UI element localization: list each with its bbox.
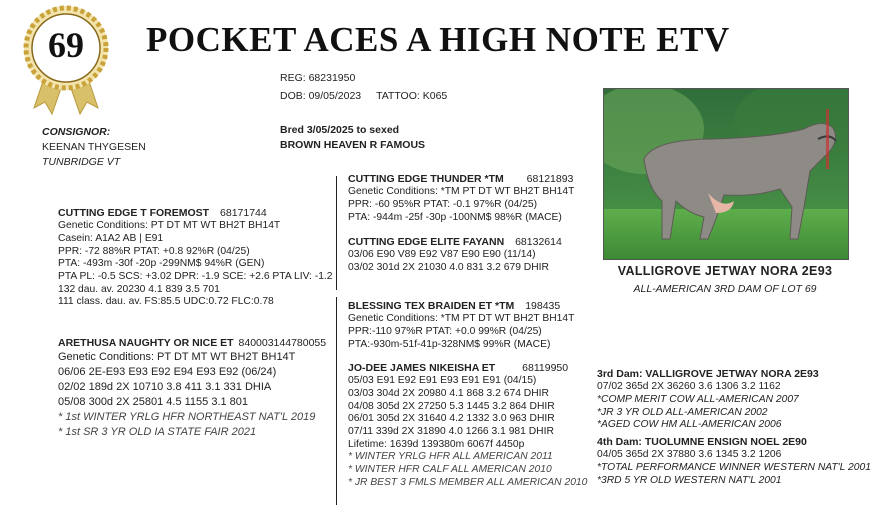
dam-line: 06/06 2E-E93 E93 E92 E94 E93 E92 (06/24): [58, 366, 277, 379]
dam-block: [58, 337, 326, 440]
sire-line: 111 class. dau. av. FS:85.5 UDC:0.72 FLC:0.78: [58, 296, 274, 308]
dams-sire-name: BLESSING TEX BRAIDEN ET *TM: [348, 300, 515, 312]
fourth-dam-honor: *TOTAL PERFORMANCE WINNER WESTERN NAT'L 2001: [597, 461, 871, 473]
dam-name: ARETHUSA NAUGHTY OR NICE ET: [58, 337, 234, 349]
bred-service-sire: BROWN HEAVEN R FAMOUS: [280, 139, 426, 151]
dams-dam-line: Lifetime: 1639d 139380m 6067f 4450p: [348, 438, 525, 450]
dams-dam-heading: [348, 362, 587, 375]
dam-line: 02/02 189d 2X 10710 3.8 411 3.1 331 DHIA: [58, 381, 272, 394]
sires-sire-name: CUTTING EDGE THUNDER *TM: [348, 173, 504, 185]
lot-title: POCKET ACES A HIGH NOTE ETV: [146, 20, 730, 59]
photo-caption-sub: ALL-AMERICAN 3RD DAM OF LOT 69: [633, 283, 817, 295]
cow-photo-illustration: [604, 89, 848, 259]
sires-sire-heading: [348, 173, 574, 186]
sires-sire-line: PTA: -944m -25f -30p -100NM$ 98%R (MACE): [348, 211, 562, 223]
dam-heading: [58, 337, 326, 350]
lot-number: 69: [48, 25, 84, 65]
dams-dam-honor: * JR BEST 3 FMLS MEMBER ALL AMERICAN 2010: [348, 476, 588, 488]
dams-dam-honor: * WINTER YRLG HFR ALL AMERICAN 2011: [348, 451, 553, 463]
dams-dam-line: 04/08 305d 2X 27250 5.3 1445 3.2 864 DHIR: [348, 400, 555, 412]
sires-dam-line: 03/02 301d 2X 21030 4.0 831 3.2 679 DHIR: [348, 261, 549, 273]
dams-sire-reg: 198435: [525, 300, 561, 312]
dams-sire-block: [348, 300, 574, 351]
sire-line: PPR: -72 88%R PTAT: +0.8 92%R (04/25): [58, 245, 250, 257]
pedigree-line-dam: [336, 297, 337, 505]
fourth-dam-honor: *3RD 5 YR OLD WESTERN NAT'L 2001: [597, 474, 782, 486]
sire-line: Casein: A1A2 AB | E91: [58, 232, 164, 244]
fourth-dam-heading: 4th Dam: TUOLUMNE ENSIGN NOEL 2E90: [597, 436, 807, 448]
third-dam-heading: 3rd Dam: VALLIGROVE JETWAY NORA 2E93: [597, 368, 819, 380]
dams-dam-line: 06/01 305d 2X 31640 4.2 1332 3.0 963 DHIR: [348, 413, 555, 425]
cow-photo: [603, 88, 849, 260]
dob: [280, 90, 447, 103]
sire-line: 132 dau. av. 20230 4.1 839 3.5 701: [58, 283, 220, 295]
tattoo-value: TATTOO: K065: [376, 90, 448, 102]
dams-dam-line: 07/11 339d 2X 31890 4.0 1266 3.1 981 DHIR: [348, 426, 554, 438]
sire-name: CUTTING EDGE T FOREMOST: [58, 207, 210, 219]
dams-sire-line: PPR:-110 97%R PTAT: +0.0 99%R (04/25): [348, 325, 542, 337]
dam-line: 05/08 300d 2X 25801 4.5 1155 3.1 801: [58, 396, 249, 409]
dam-line: Genetic Conditions: PT DT MT WT BH2T BH14T: [58, 351, 296, 364]
pedigree-line-sire: [336, 176, 337, 290]
third-dam-honor: *COMP MERIT COW ALL-AMERICAN 2007: [597, 393, 799, 405]
sire-line: PTA PL: -0.5 SCS: +3.02 DPR: -1.9 SCE: +2.6 PTA LIV: -1.2: [58, 271, 333, 283]
dams-dam-block: [348, 362, 587, 490]
sire-heading: [58, 207, 333, 220]
lot-badge: [18, 4, 114, 116]
consignor-label: CONSIGNOR:: [42, 126, 111, 138]
sire-line: Genetic Conditions: PT DT MT WT BH2T BH14T: [58, 220, 281, 232]
sire-line: PTA: -493m -30f -20p -299NM$ 94%R (GEN): [58, 258, 265, 270]
dams-dam-line: 05/03 E91 E92 E91 E93 E91 E91 (04/15): [348, 375, 537, 387]
third-dam-honor: *AGED COW HM ALL-AMERICAN 2006: [597, 419, 782, 431]
bred-line-1: Bred 3/05/2025 to sexed: [280, 124, 400, 136]
dam-reg: 840003144780055: [238, 337, 327, 349]
dob-value: DOB: 09/05/2023: [280, 90, 362, 102]
sire-block: [58, 207, 333, 309]
sires-dam-line: 03/06 E90 V89 E92 V87 E90 E90 (11/14): [348, 249, 536, 261]
consignor-name: KEENAN THYGESEN: [42, 141, 146, 153]
reg-number: REG: 68231950: [280, 72, 356, 84]
sires-sire-block: [348, 173, 574, 224]
fourth-dam-record: 04/05 365d 2X 37880 3.6 1345 3.2 1206: [597, 449, 782, 461]
dams-dam-reg: 68119950: [522, 362, 569, 374]
third-dam-honor: *JR 3 YR OLD ALL-AMERICAN 2002: [597, 406, 768, 418]
consignor-location: TUNBRIDGE VT: [42, 156, 121, 168]
third-dam-block: [597, 368, 819, 432]
sires-dam-name: CUTTING EDGE ELITE FAYANN: [348, 236, 505, 248]
photo-caption-name: VALLIGROVE JETWAY NORA 2E93: [617, 264, 833, 278]
dams-dam-line: 03/03 304d 2X 20980 4.1 868 3.2 674 DHIR: [348, 387, 549, 399]
dam-honor: * 1st SR 3 YR OLD IA STATE FAIR 2021: [58, 426, 257, 439]
sires-sire-reg: 68121893: [526, 173, 574, 185]
fourth-dam-block: [597, 436, 871, 487]
sires-sire-line: PPR: -60 95%R PTAT: -0.1 97%R (04/25): [348, 198, 538, 210]
sires-dam-block: [348, 236, 562, 275]
dam-honor: * 1st WINTER YRLG HFR NORTHEAST NAT'L 2019: [58, 411, 316, 424]
dams-dam-honor: * WINTER HFR CALF ALL AMERICAN 2010: [348, 464, 552, 476]
sires-dam-reg: 68132614: [515, 236, 562, 248]
dams-sire-line: Genetic Conditions: *TM PT DT WT BH2T BH14T: [348, 313, 575, 325]
sire-reg: 68171744: [220, 207, 267, 219]
sires-dam-heading: [348, 236, 562, 249]
third-dam-record: 07/02 365d 2X 36260 3.6 1306 3.2 1162: [597, 381, 781, 393]
sires-sire-line: Genetic Conditions: *TM PT DT WT BH2T BH14T: [348, 186, 575, 198]
dams-sire-heading: [348, 300, 574, 313]
dams-dam-name: JO-DEE JAMES NIKEISHA ET: [348, 362, 496, 374]
dams-sire-line: PTA:-930m-51f-41p-328NM$ 99%R (MACE): [348, 338, 551, 350]
